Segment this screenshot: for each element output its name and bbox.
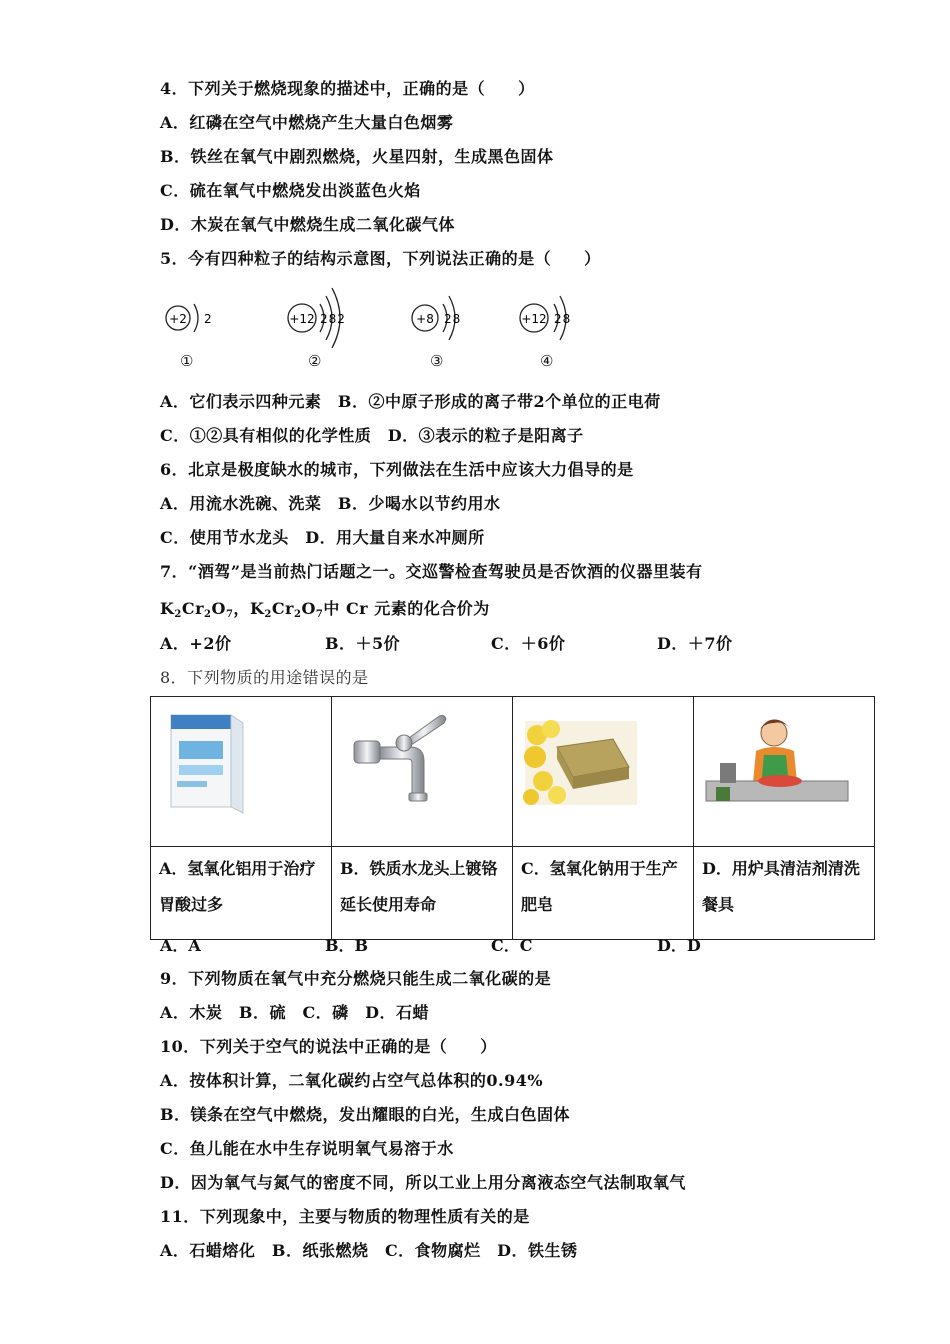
soap-icon [513, 697, 677, 842]
atom-2-shells: 282 [320, 312, 346, 326]
q5-stem: 5．今有四种粒子的结构示意图，下列说法正确的是（ ） [160, 249, 601, 268]
q10-stem: 10．下列关于空气的说法中正确的是（ ） [160, 1037, 497, 1056]
q5-options-ab: A．它们表示四种元素 B．②中原子形成的离子带2个单位的正电荷 [160, 392, 661, 411]
atom-diagram-4-icon [512, 278, 588, 358]
atom-1-shells: 2 [204, 312, 212, 326]
q8-options-table [150, 696, 875, 940]
atom-4-label: ④ [540, 352, 554, 370]
q8-image-c [513, 697, 694, 847]
q7-option-b: B．＋5价 [325, 634, 401, 653]
atom-1-nucleus: +2 [169, 312, 187, 326]
q6-options-cd: C．使用节水龙头 D．用大量自来水冲厕所 [160, 528, 485, 547]
atom-structure-diagrams [160, 278, 600, 378]
atom-diagram-1-icon [160, 278, 220, 358]
q7-stem: 7．“酒驾”是当前热门话题之一。交巡警检查驾驶员是否饮酒的仪器里装有 [160, 562, 703, 581]
q7-formula-line: $K_2Cr_2O_7$，$K_2Cr_2O_7$中 Cr 元素的化合价为 [160, 599, 490, 620]
atom-diagram-3 [405, 278, 475, 370]
atom-1-label: ① [180, 352, 194, 370]
q8-choice-a: A．A [160, 936, 201, 955]
q8-choice-b: B．B [325, 936, 369, 955]
q6-options-ab: A．用流水洗碗、洗菜 B．少喝水以节约用水 [160, 494, 501, 513]
q4-option-b: B．铁丝在氧气中剧烈燃烧，火星四射，生成黑色固体 [160, 147, 554, 166]
q9-options: A．木炭 B．硫 C．磷 D．石蜡 [160, 1003, 430, 1022]
q8-image-d [694, 697, 875, 847]
atom-3-label: ③ [430, 352, 444, 370]
q6-stem: 6．北京是极度缺水的城市，下列做法在生活中应该大力倡导的是 [160, 460, 634, 479]
q4-option-a: A．红磷在空气中燃烧产生大量白色烟雾 [160, 113, 454, 132]
atom-3-nucleus: +8 [416, 312, 434, 326]
atom-2-label: ② [308, 352, 322, 370]
q8-cell-d: D．用炉具清洁剂清洗餐具 [694, 847, 875, 940]
q8-image-b [332, 697, 513, 847]
atom-diagram-2 [280, 278, 360, 370]
q8-stem: 8．下列物质的用途错误的是 [160, 668, 369, 687]
medicine-box-icon [151, 697, 315, 842]
atom-diagram-3-icon [405, 278, 475, 358]
q4-stem: 4．下列关于燃烧现象的描述中，正确的是（ ） [160, 79, 535, 98]
q8-cell-c: C．氢氧化钠用于生产肥皂 [513, 847, 694, 940]
q8-cell-b: B．铁质水龙头上镀铬延长使用寿命 [332, 847, 513, 940]
atom-3-shells: 28 [444, 312, 462, 326]
q10-option-d: D．因为氧气与氮气的密度不同，所以工业上用分离液态空气法制取氧气 [160, 1173, 686, 1192]
q10-option-b: B．镁条在空气中燃烧，发出耀眼的白光，生成白色固体 [160, 1105, 571, 1124]
atom-diagram-2-icon [280, 278, 360, 358]
q8-cell-a: A．氢氧化铝用于治疗胃酸过多 [151, 847, 332, 940]
q7-option-a: A．+2价 [160, 634, 232, 653]
person-washing-dishes-icon [694, 697, 858, 842]
atom-diagram-4 [512, 278, 588, 370]
faucet-icon [332, 697, 496, 842]
atom-4-shells: 28 [554, 312, 572, 326]
atom-2-nucleus: +12 [289, 312, 315, 326]
q9-stem: 9．下列物质在氧气中充分燃烧只能生成二氧化碳的是 [160, 969, 552, 988]
q10-option-c: C．鱼儿能在水中生存说明氧气易溶于水 [160, 1139, 454, 1158]
atom-4-nucleus: +12 [521, 312, 547, 326]
q8-choice-d: D．D [657, 936, 701, 955]
q8-choice-c: C．C [491, 936, 533, 955]
q5-options-cd: C．①②具有相似的化学性质 D．③表示的粒子是阳离子 [160, 426, 584, 445]
atom-diagram-1 [160, 278, 220, 370]
q8-image-a [151, 697, 332, 847]
q11-options: A．石蜡熔化 B．纸张燃烧 C．食物腐烂 D．铁生锈 [160, 1241, 578, 1260]
q7-option-c: C．＋6价 [491, 634, 566, 653]
q11-stem: 11．下列现象中，主要与物质的物理性质有关的是 [160, 1207, 530, 1226]
q4-option-c: C．硫在氧气中燃烧发出淡蓝色火焰 [160, 181, 421, 200]
q10-option-a: A．按体积计算，二氧化碳约占空气总体积的0.94% [160, 1071, 544, 1090]
q4-option-d: D．木炭在氧气中燃烧生成二氧化碳气体 [160, 215, 455, 234]
q7-option-d: D．＋7价 [657, 634, 733, 653]
